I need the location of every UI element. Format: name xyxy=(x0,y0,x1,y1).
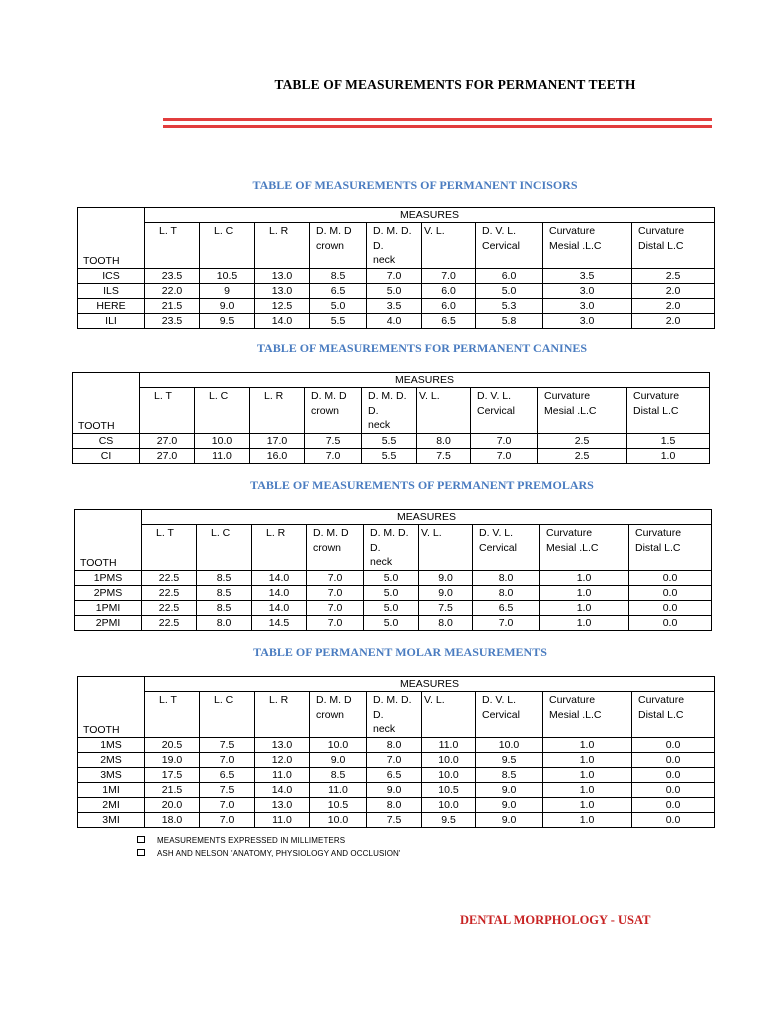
col-lt xyxy=(142,525,197,571)
value-cell: 9.0 xyxy=(367,783,422,798)
column-header-line: Distal L.C xyxy=(638,708,684,721)
tooth-cell: 2PMS xyxy=(75,586,142,601)
value-cell: 20.5 xyxy=(145,738,200,753)
col-curvature-mesial xyxy=(540,525,629,571)
value-cell: 8.0 xyxy=(473,586,540,601)
measurements-table xyxy=(77,676,715,828)
column-header-line: L. R xyxy=(269,694,289,706)
measurements-table xyxy=(74,509,712,631)
value-cell: 10.5 xyxy=(200,269,255,284)
footer-label: DENTAL MORPHOLOGY - USAT xyxy=(460,913,651,927)
column-header-line: Mesial .L.C xyxy=(549,708,602,721)
value-cell: 3.0 xyxy=(543,314,632,329)
table-row xyxy=(75,616,712,631)
tooth-cell: 1PMS xyxy=(75,571,142,586)
value-cell: 22.0 xyxy=(145,284,200,299)
table-row xyxy=(78,299,715,314)
value-cell: 11.0 xyxy=(255,813,310,828)
table-row xyxy=(78,753,715,768)
value-cell: 2.5 xyxy=(538,449,627,464)
value-cell: 9.0 xyxy=(419,571,473,586)
value-cell: 10.5 xyxy=(310,798,367,813)
value-cell: 7.0 xyxy=(367,269,422,284)
checkbox-bullet-icon xyxy=(137,836,145,843)
value-cell: 0.0 xyxy=(632,813,715,828)
column-header-line: crown xyxy=(313,541,342,554)
value-cell: 16.0 xyxy=(250,449,305,464)
value-cell: 0.0 xyxy=(632,768,715,783)
column-header-line: Mesial .L.C xyxy=(549,239,602,252)
col-curvature-distal xyxy=(629,525,712,571)
tooth-cell: 2MI xyxy=(78,798,145,813)
value-cell: 22.5 xyxy=(142,571,197,586)
value-cell: 7.0 xyxy=(471,449,538,464)
value-cell: 18.0 xyxy=(145,813,200,828)
col-lt xyxy=(145,223,200,269)
value-cell: 8.5 xyxy=(310,269,367,284)
value-cell: 7.5 xyxy=(417,449,471,464)
value-cell: 8.0 xyxy=(367,738,422,753)
column-header-line: Curvature xyxy=(546,527,593,539)
column-header-line: neck xyxy=(368,419,391,431)
column-header-line: Curvature xyxy=(633,390,680,402)
value-cell: 7.0 xyxy=(471,434,538,449)
value-cell: 23.5 xyxy=(145,269,200,284)
value-cell: 17.5 xyxy=(145,768,200,783)
tooth-cell: HERE xyxy=(78,299,145,314)
column-header-line: Mesial .L.C xyxy=(546,541,599,554)
value-cell: 22.5 xyxy=(142,586,197,601)
value-cell: 7.5 xyxy=(305,434,362,449)
col-dvl-cervical xyxy=(471,388,538,434)
value-cell: 7.5 xyxy=(200,738,255,753)
col-dvl-cervical xyxy=(476,223,543,269)
value-cell: 7.0 xyxy=(307,616,364,631)
tooth-cell: CS xyxy=(73,434,140,449)
value-cell: 8.0 xyxy=(417,434,471,449)
value-cell: 10.0 xyxy=(195,434,250,449)
tooth-cell: 1MS xyxy=(78,738,145,753)
value-cell: 1.0 xyxy=(540,601,629,616)
value-cell: 6.5 xyxy=(310,284,367,299)
value-cell: 11.0 xyxy=(195,449,250,464)
value-cell: 6.5 xyxy=(367,768,422,783)
value-cell: 27.0 xyxy=(140,434,195,449)
value-cell: 7.0 xyxy=(200,813,255,828)
value-cell: 14.0 xyxy=(252,586,307,601)
value-cell: 12.0 xyxy=(255,753,310,768)
col-dmdd-neck xyxy=(367,692,422,738)
value-cell: 23.5 xyxy=(145,314,200,329)
column-header-line: Curvature xyxy=(549,694,596,706)
column-header-line: L. T xyxy=(154,390,172,402)
tooth-cell: 1MI xyxy=(78,783,145,798)
tooth-cell: ILS xyxy=(78,284,145,299)
measurements-table xyxy=(77,207,715,329)
value-cell: 2.5 xyxy=(632,269,715,284)
value-cell: 10.0 xyxy=(310,738,367,753)
col-vl xyxy=(417,388,471,434)
column-header-line: D. V. L. xyxy=(477,390,512,402)
value-cell: 1.0 xyxy=(543,813,632,828)
column-header-line: neck xyxy=(373,723,396,735)
section-title: TABLE OF MEASUREMENTS OF PERMANENT PREMOLARS xyxy=(250,478,594,492)
column-header-line: Curvature xyxy=(549,225,596,237)
col-dvl-cervical xyxy=(473,525,540,571)
col-curvature-distal xyxy=(632,223,715,269)
column-header-line: Distal L.C xyxy=(638,239,684,252)
value-cell: 0.0 xyxy=(629,601,712,616)
table-row xyxy=(75,586,712,601)
col-dmd-crown xyxy=(310,223,367,269)
value-cell: 11.0 xyxy=(310,783,367,798)
table-row xyxy=(78,284,715,299)
value-cell: 1.0 xyxy=(540,571,629,586)
value-cell: 1.5 xyxy=(627,434,710,449)
col-curvature-distal xyxy=(627,388,710,434)
value-cell: 7.5 xyxy=(419,601,473,616)
tooth-cell: 2PMI xyxy=(75,616,142,631)
value-cell: 7.0 xyxy=(307,571,364,586)
column-header-line: D. M. D. D. xyxy=(370,527,409,554)
value-cell: 2.0 xyxy=(632,314,715,329)
column-header-line: Cervical xyxy=(477,404,515,417)
col-curvature-mesial xyxy=(543,692,632,738)
value-cell: 1.0 xyxy=(627,449,710,464)
section-title: TABLE OF PERMANENT MOLAR MEASUREMENTS xyxy=(253,645,547,659)
tooth-header: TOOTH xyxy=(73,373,140,434)
value-cell: 9.0 xyxy=(476,783,543,798)
column-header-line: Mesial .L.C xyxy=(544,404,597,417)
value-cell: 7.0 xyxy=(200,753,255,768)
value-cell: 6.5 xyxy=(473,601,540,616)
value-cell: 8.0 xyxy=(367,798,422,813)
tooth-cell: ICS xyxy=(78,269,145,284)
column-header-line: neck xyxy=(370,556,393,568)
table-row xyxy=(78,738,715,753)
measures-header: MEASURES xyxy=(145,677,715,692)
col-curvature-distal xyxy=(632,692,715,738)
value-cell: 22.5 xyxy=(142,616,197,631)
value-cell: 5.5 xyxy=(362,434,417,449)
column-header-line: Curvature xyxy=(544,390,591,402)
value-cell: 13.0 xyxy=(255,798,310,813)
column-header-line: Cervical xyxy=(482,239,520,252)
col-vl xyxy=(419,525,473,571)
column-header-line: Curvature xyxy=(638,694,685,706)
value-cell: 8.0 xyxy=(197,616,252,631)
table-row xyxy=(78,783,715,798)
value-cell: 5.0 xyxy=(364,601,419,616)
value-cell: 17.0 xyxy=(250,434,305,449)
column-header-line: D. M. D xyxy=(313,527,349,539)
value-cell: 1.0 xyxy=(543,768,632,783)
column-header-line: L. T xyxy=(159,694,177,706)
value-cell: 8.5 xyxy=(197,586,252,601)
checkbox-bullet-icon xyxy=(137,849,145,856)
col-dmd-crown xyxy=(307,525,364,571)
measures-header: MEASURES xyxy=(140,373,710,388)
note-text: ASH AND NELSON 'ANATOMY, PHYSIOLOGY AND OCCLUSION' xyxy=(157,849,401,858)
value-cell: 19.0 xyxy=(145,753,200,768)
value-cell: 1.0 xyxy=(543,783,632,798)
value-cell: 6.0 xyxy=(422,299,476,314)
tooth-cell: 3MI xyxy=(78,813,145,828)
value-cell: 0.0 xyxy=(629,616,712,631)
value-cell: 3.5 xyxy=(367,299,422,314)
value-cell: 13.0 xyxy=(255,284,310,299)
column-header-line: crown xyxy=(316,708,345,721)
tooth-header: TOOTH xyxy=(78,677,145,738)
value-cell: 1.0 xyxy=(543,738,632,753)
col-lt xyxy=(145,692,200,738)
measures-header: MEASURES xyxy=(145,208,715,223)
value-cell: 5.0 xyxy=(364,586,419,601)
column-header-line: D. M. D. D. xyxy=(373,225,412,252)
value-cell: 6.0 xyxy=(422,284,476,299)
value-cell: 11.0 xyxy=(422,738,476,753)
note-item xyxy=(137,834,401,847)
value-cell: 1.0 xyxy=(540,586,629,601)
value-cell: 13.0 xyxy=(255,738,310,753)
notes-list xyxy=(137,834,401,860)
value-cell: 8.5 xyxy=(197,601,252,616)
col-lc xyxy=(200,692,255,738)
value-cell: 12.5 xyxy=(255,299,310,314)
column-header-line: Curvature xyxy=(638,225,685,237)
column-header-line: Distal L.C xyxy=(633,404,679,417)
column-header-line: D. M. D xyxy=(316,694,352,706)
table-row xyxy=(78,813,715,828)
value-cell: 2.0 xyxy=(632,284,715,299)
value-cell: 0.0 xyxy=(632,738,715,753)
measurements-table xyxy=(72,372,710,464)
value-cell: 22.5 xyxy=(142,601,197,616)
value-cell: 5.0 xyxy=(364,616,419,631)
value-cell: 9.5 xyxy=(476,753,543,768)
value-cell: 7.5 xyxy=(200,783,255,798)
column-header-line: L. R xyxy=(264,390,284,402)
value-cell: 21.5 xyxy=(145,783,200,798)
value-cell: 14.0 xyxy=(252,601,307,616)
value-cell: 3.5 xyxy=(543,269,632,284)
value-cell: 10.0 xyxy=(310,813,367,828)
column-header-line: V. L. xyxy=(421,527,442,539)
value-cell: 10.0 xyxy=(422,753,476,768)
value-cell: 7.0 xyxy=(200,798,255,813)
value-cell: 7.0 xyxy=(367,753,422,768)
table-row xyxy=(75,571,712,586)
value-cell: 7.0 xyxy=(422,269,476,284)
value-cell: 9.0 xyxy=(310,753,367,768)
value-cell: 10.0 xyxy=(422,798,476,813)
column-header-line: V. L. xyxy=(424,694,445,706)
value-cell: 5.0 xyxy=(367,284,422,299)
value-cell: 5.3 xyxy=(476,299,543,314)
value-cell: 8.5 xyxy=(476,768,543,783)
value-cell: 3.0 xyxy=(543,299,632,314)
column-header-line: Curvature xyxy=(635,527,682,539)
value-cell: 0.0 xyxy=(632,753,715,768)
col-dmd-crown xyxy=(310,692,367,738)
column-header-line: L. T xyxy=(156,527,174,539)
value-cell: 0.0 xyxy=(629,586,712,601)
value-cell: 8.5 xyxy=(310,768,367,783)
col-lc xyxy=(197,525,252,571)
value-cell: 1.0 xyxy=(540,616,629,631)
value-cell: 5.0 xyxy=(364,571,419,586)
col-dmdd-neck xyxy=(364,525,419,571)
table-row xyxy=(78,269,715,284)
tooth-cell: 2MS xyxy=(78,753,145,768)
column-header-line: crown xyxy=(316,239,345,252)
value-cell: 10.0 xyxy=(422,768,476,783)
column-header-line: D. M. D xyxy=(316,225,352,237)
note-item xyxy=(137,847,401,860)
col-dmdd-neck xyxy=(362,388,417,434)
column-header-line: neck xyxy=(373,254,396,266)
value-cell: 11.0 xyxy=(255,768,310,783)
value-cell: 2.5 xyxy=(538,434,627,449)
col-lc xyxy=(200,223,255,269)
column-header-line: D. V. L. xyxy=(479,527,514,539)
red-divider-top xyxy=(163,118,712,121)
value-cell: 10.5 xyxy=(422,783,476,798)
column-header-line: Cervical xyxy=(479,541,517,554)
table-row xyxy=(78,768,715,783)
value-cell: 5.0 xyxy=(310,299,367,314)
value-cell: 14.0 xyxy=(255,783,310,798)
value-cell: 7.0 xyxy=(307,586,364,601)
value-cell: 0.0 xyxy=(629,571,712,586)
table-row xyxy=(78,798,715,813)
table-row xyxy=(75,601,712,616)
column-header-line: D. M. D. D. xyxy=(368,390,407,417)
value-cell: 7.5 xyxy=(367,813,422,828)
column-header-line: L. C xyxy=(214,225,234,237)
measures-header: MEASURES xyxy=(142,510,712,525)
tooth-cell: CI xyxy=(73,449,140,464)
value-cell: 5.8 xyxy=(476,314,543,329)
value-cell: 5.0 xyxy=(476,284,543,299)
column-header-line: crown xyxy=(311,404,340,417)
value-cell: 9.5 xyxy=(422,813,476,828)
value-cell: 7.0 xyxy=(307,601,364,616)
col-curvature-mesial xyxy=(538,388,627,434)
value-cell: 7.0 xyxy=(305,449,362,464)
table-row xyxy=(73,449,710,464)
note-text: MEASUREMENTS EXPRESSED IN MILLIMETERS xyxy=(157,836,346,845)
col-lr xyxy=(255,692,310,738)
column-header-line: L. T xyxy=(159,225,177,237)
section-title: TABLE OF MEASUREMENTS OF PERMANENT INCISORS xyxy=(252,178,578,192)
col-vl xyxy=(422,223,476,269)
value-cell: 14.0 xyxy=(252,571,307,586)
value-cell: 8.5 xyxy=(197,571,252,586)
value-cell: 7.0 xyxy=(473,616,540,631)
value-cell: 8.0 xyxy=(473,571,540,586)
col-lr xyxy=(252,525,307,571)
value-cell: 0.0 xyxy=(632,783,715,798)
column-header-line: L. R xyxy=(266,527,286,539)
column-header-line: D. M. D xyxy=(311,390,347,402)
tooth-cell: 3MS xyxy=(78,768,145,783)
value-cell: 2.0 xyxy=(632,299,715,314)
column-header-line: L. C xyxy=(214,694,234,706)
value-cell: 3.0 xyxy=(543,284,632,299)
value-cell: 1.0 xyxy=(543,753,632,768)
tooth-header: TOOTH xyxy=(75,510,142,571)
column-header-line: D. V. L. xyxy=(482,225,517,237)
column-header-line: L. C xyxy=(211,527,231,539)
column-header-line: V. L. xyxy=(419,390,440,402)
column-header-line: D. M. D. D. xyxy=(373,694,412,721)
value-cell: 6.0 xyxy=(476,269,543,284)
column-header-line: Distal L.C xyxy=(635,541,681,554)
value-cell: 8.0 xyxy=(419,616,473,631)
value-cell: 5.5 xyxy=(362,449,417,464)
value-cell: 6.5 xyxy=(200,768,255,783)
table-row xyxy=(73,434,710,449)
col-dmdd-neck xyxy=(367,223,422,269)
column-header-line: L. C xyxy=(209,390,229,402)
column-header-line: V. L. xyxy=(424,225,445,237)
col-vl xyxy=(422,692,476,738)
page-title: TABLE OF MEASUREMENTS FOR PERMANENT TEETH xyxy=(274,77,636,92)
value-cell: 4.0 xyxy=(367,314,422,329)
value-cell: 9.5 xyxy=(200,314,255,329)
value-cell: 0.0 xyxy=(632,798,715,813)
value-cell: 6.5 xyxy=(422,314,476,329)
col-dvl-cervical xyxy=(476,692,543,738)
col-lr xyxy=(250,388,305,434)
tooth-header: TOOTH xyxy=(78,208,145,269)
red-divider-bottom xyxy=(163,125,712,128)
value-cell: 9.0 xyxy=(476,798,543,813)
tooth-cell: ILI xyxy=(78,314,145,329)
tooth-cell: 1PMI xyxy=(75,601,142,616)
value-cell: 10.0 xyxy=(476,738,543,753)
col-dmd-crown xyxy=(305,388,362,434)
value-cell: 21.5 xyxy=(145,299,200,314)
col-curvature-mesial xyxy=(543,223,632,269)
value-cell: 14.0 xyxy=(255,314,310,329)
value-cell: 9.0 xyxy=(476,813,543,828)
value-cell: 9 xyxy=(200,284,255,299)
col-lr xyxy=(255,223,310,269)
column-header-line: D. V. L. xyxy=(482,694,517,706)
col-lt xyxy=(140,388,195,434)
column-header-line: Cervical xyxy=(482,708,520,721)
col-lc xyxy=(195,388,250,434)
table-row xyxy=(78,314,715,329)
column-header-line: L. R xyxy=(269,225,289,237)
value-cell: 20.0 xyxy=(145,798,200,813)
value-cell: 27.0 xyxy=(140,449,195,464)
value-cell: 9.0 xyxy=(419,586,473,601)
value-cell: 5.5 xyxy=(310,314,367,329)
section-title: TABLE OF MEASUREMENTS FOR PERMANENT CANINES xyxy=(256,341,588,355)
value-cell: 13.0 xyxy=(255,269,310,284)
value-cell: 9.0 xyxy=(200,299,255,314)
value-cell: 1.0 xyxy=(543,798,632,813)
value-cell: 14.5 xyxy=(252,616,307,631)
